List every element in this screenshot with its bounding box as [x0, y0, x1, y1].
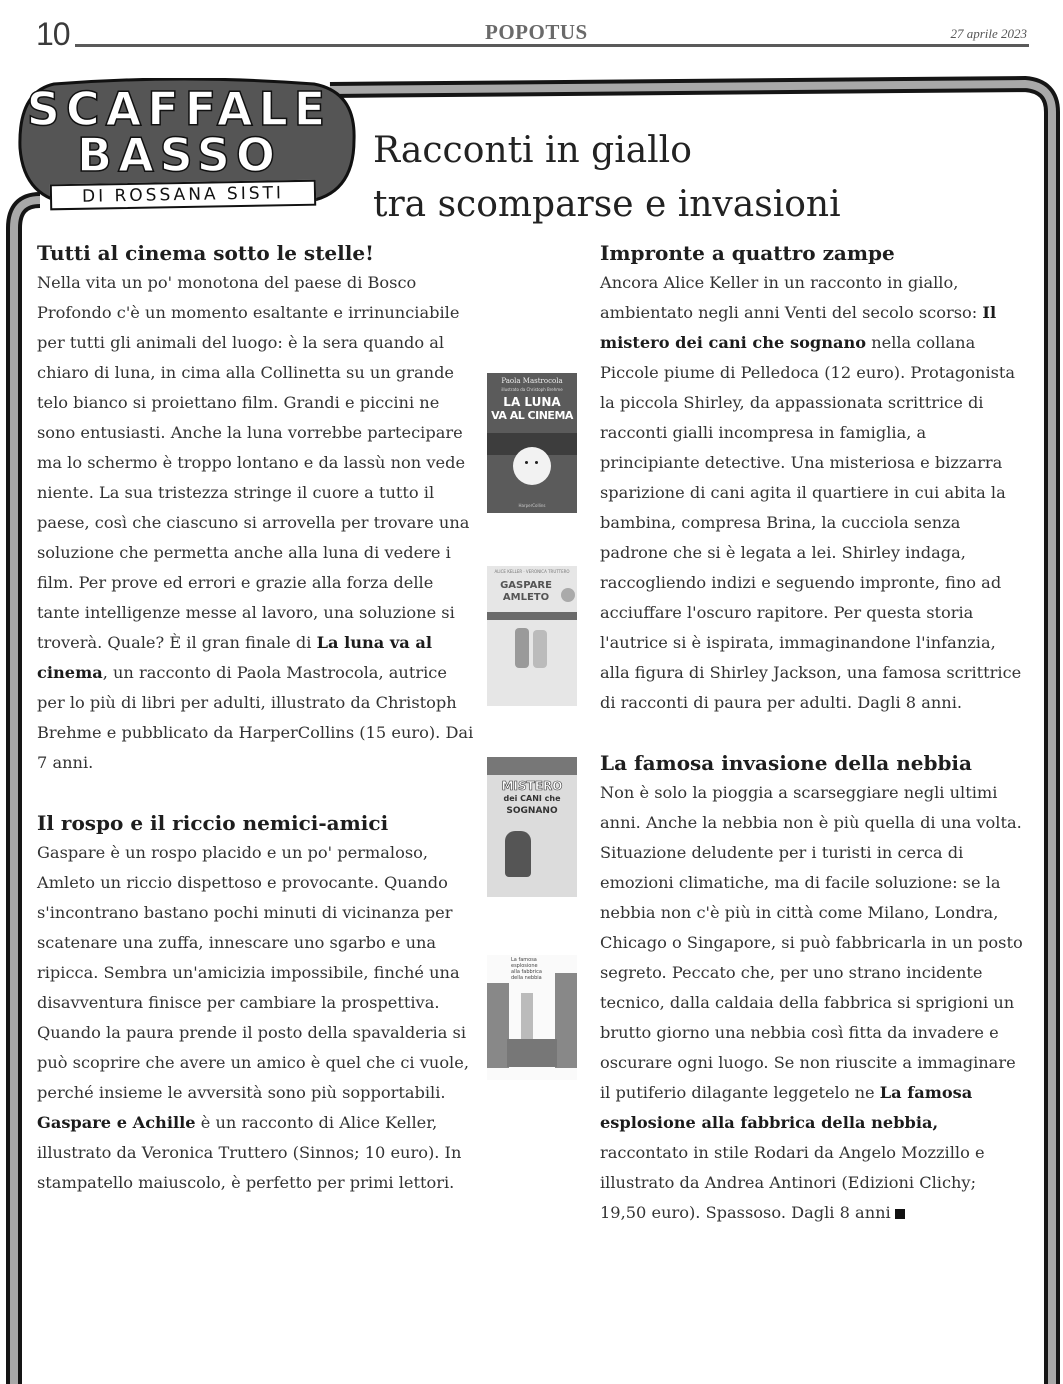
cover-wall-left	[487, 983, 509, 1068]
cover-title-line2: esplosione	[511, 963, 538, 969]
right-column	[600, 238, 1025, 1228]
book-title: Il mistero dei cani che sognano	[600, 303, 997, 352]
page-title-line1: Racconti in giallo	[373, 130, 692, 171]
article-text: Gaspare è un rospo placido e un po' permaloso, Amleto un riccio dispettoso e provocante. Quando s'incontrano bastano pochi minuti di vicinanza per scatenare una zuffa, innescare uno sgarbo e una ripicca. Sembra un'amicizia impossibile, finché una disavventura finisce per cambiare la prospettiva. Quando la paura prende il posto della spavalderia si può scoprire che avere un amico è quel che ci vuole, perché insieme le avversità sono più sopportabili.	[37, 843, 469, 1102]
article-body	[600, 268, 1025, 718]
author-byline: DI ROSSANA SISTI	[50, 180, 316, 211]
article-body	[37, 838, 477, 1198]
moon-illustration	[513, 447, 551, 485]
fog-column	[521, 993, 533, 1043]
cover-publisher: HarperCollins	[518, 503, 546, 508]
left-column	[37, 238, 477, 1198]
page-title-line2: tra scomparse e invasioni	[373, 184, 841, 225]
book-cover-gaspare	[487, 566, 577, 706]
cover-title-line1: La famosa	[511, 957, 537, 963]
toad-figure	[515, 628, 529, 668]
article-text: Non è solo la pioggia a scarseggiare negli ultimi anni. Anche la nebbia non è più quella di una volta. Situazione deludente per i turisti in cerca di emozioni climatiche, ma di facile soluzione: se la nebbia non c'è più in città come Milano, Londra, Chicago o Singapore, si può fabbricarla in un posto segreto. Peccato che, per uno strano incidente tecnico, dalla caldaia della fabbrica si sprigioni un brutto giorno una nebbia così fitta da invadere e oscurare ogni luogo. Se non riuscite a immaginare il putiferio dilagante leggetelo ne	[600, 783, 1023, 1102]
article-text: è un racconto di Alice Keller, illustrato da Veronica Truttero (Sinnos; 10 euro). In stampatello maiuscolo, è perfetto per primi lettori.	[37, 1113, 462, 1192]
cover-title-line1: MISTERO	[501, 779, 563, 793]
badge-title-line1: SCAFFALE	[26, 82, 332, 136]
cover-sun	[561, 588, 575, 602]
issue-date: 27 aprile 2023	[950, 26, 1027, 41]
cover-illustrator: illustrato da Christoph Brehme	[501, 387, 563, 392]
cover-title-line2: VA AL CINEMA	[491, 409, 573, 422]
article-heading: Il rospo e il riccio nemici-amici	[37, 811, 389, 835]
column-badge	[14, 78, 354, 210]
end-of-article-mark	[895, 1209, 905, 1219]
article-heading: La famosa invasione della nebbia	[600, 751, 972, 775]
book-cover-luna	[487, 373, 577, 513]
cover-shoreline	[487, 612, 577, 620]
cover-wall-right	[555, 973, 577, 1068]
cover-title-line3: SOGNANO	[506, 806, 558, 816]
cover-title-line1: LA LUNA	[503, 395, 561, 409]
article-heading: Tutti al cinema sotto le stelle!	[37, 241, 374, 265]
cover-author: Paola Mastrocola	[501, 377, 563, 385]
moon-eye	[525, 461, 528, 464]
cover-title-line3: alla fabbrica	[511, 969, 542, 975]
page-title	[373, 124, 841, 232]
article-body	[37, 268, 477, 778]
article-heading: Impronte a quattro zampe	[600, 241, 895, 265]
cover-top-band	[487, 757, 577, 775]
book-title: La luna va al cinema	[37, 633, 433, 682]
moon-eye	[535, 461, 538, 464]
book-title: Gaspare e Achille	[37, 1113, 196, 1132]
book-title: La famosa esplosione alla fabbrica della nebbia,	[600, 1083, 973, 1132]
cover-title-line1: GASPARE	[500, 580, 552, 591]
article-rospo-riccio	[37, 808, 477, 1198]
article-impronte	[600, 238, 1025, 718]
article-text: Ancora Alice Keller in un racconto in giallo, ambientato negli anni Venti del secolo scorso:	[600, 273, 983, 322]
factory-building	[507, 1039, 557, 1067]
hedgehog-figure	[533, 630, 547, 668]
cover-title-line2: AMLETO	[502, 592, 550, 603]
badge-title-line2: BASSO	[77, 128, 281, 182]
publication-logo: POPOTUS	[485, 20, 588, 44]
book-cover-mistero	[487, 757, 577, 897]
article-text: , un racconto di Paola Mastrocola, autrice per lo più di libri per adulti, illustrato da Christoph Brehme e pubblicato da HarperCollins (15 euro). Dai 7 anni.	[37, 663, 474, 772]
cover-author: ALICE KELLER · VERONICA TRUTTERO	[494, 569, 570, 574]
girl-figure	[505, 831, 531, 877]
article-text: nella collana Piccole piume di Pelledoca (12 euro). Protagonista la piccola Shirley, da appassionata scrittrice di racconti gialli incompresa in famiglia, a principiante detective. Una misteriosa e bizzarra sparizione di cani agita il quartiere in cui abita la bambina, compresa Brina, la cucciola senza padrone che si è legata a lei. Shirley indaga, raccogliendo indizi e seguendo impronte, fino ad acciuffare l'oscuro rapitore. Per questa storia l'autrice si è ispirata, immaginandone l'infanzia, alla figura di Shirley Jackson, una famosa scrittrice di racconti di paura per adulti. Dagli 8 anni.	[600, 333, 1022, 712]
article-text: raccontato in stile Rodari da Angelo Mozzillo e illustrato da Andrea Antinori (Edizioni Clichy; 19,50 euro). Spassoso. Dagli 8 anni	[600, 1143, 985, 1222]
article-body	[600, 778, 1025, 1228]
article-nebbia	[600, 748, 1025, 1228]
article-text: Nella vita un po' monotona del paese di Bosco Profondo c'è un momento esaltante e irrinunciabile per tutti gli animali del luogo: è la sera quando al chiaro di luna, in cima alla Collinetta su un grande telo bianco si proiettano film. Grandi e piccini ne sono entusiasti. Anche la luna vorrebbe partecipare ma lo schermo è troppo lontano e da lassù non vede niente. La sua tristezza stringe il cuore a tutto il paese, così che ciascuno si arrovella per trovare una soluzione che permetta anche alla luna di vedere i film. Per prove ed errori e grazie alla forza delle tante intelligenze messe al lavoro, una soluzione si troverà. Quale? È il gran finale di	[37, 273, 470, 652]
book-cover-nebbia	[487, 955, 577, 1080]
article-cinema	[37, 238, 477, 778]
cover-title-line2: dei CANI che	[503, 794, 561, 803]
page-number: 10	[36, 16, 70, 52]
cover-title-line4: della nebbia	[511, 975, 542, 981]
